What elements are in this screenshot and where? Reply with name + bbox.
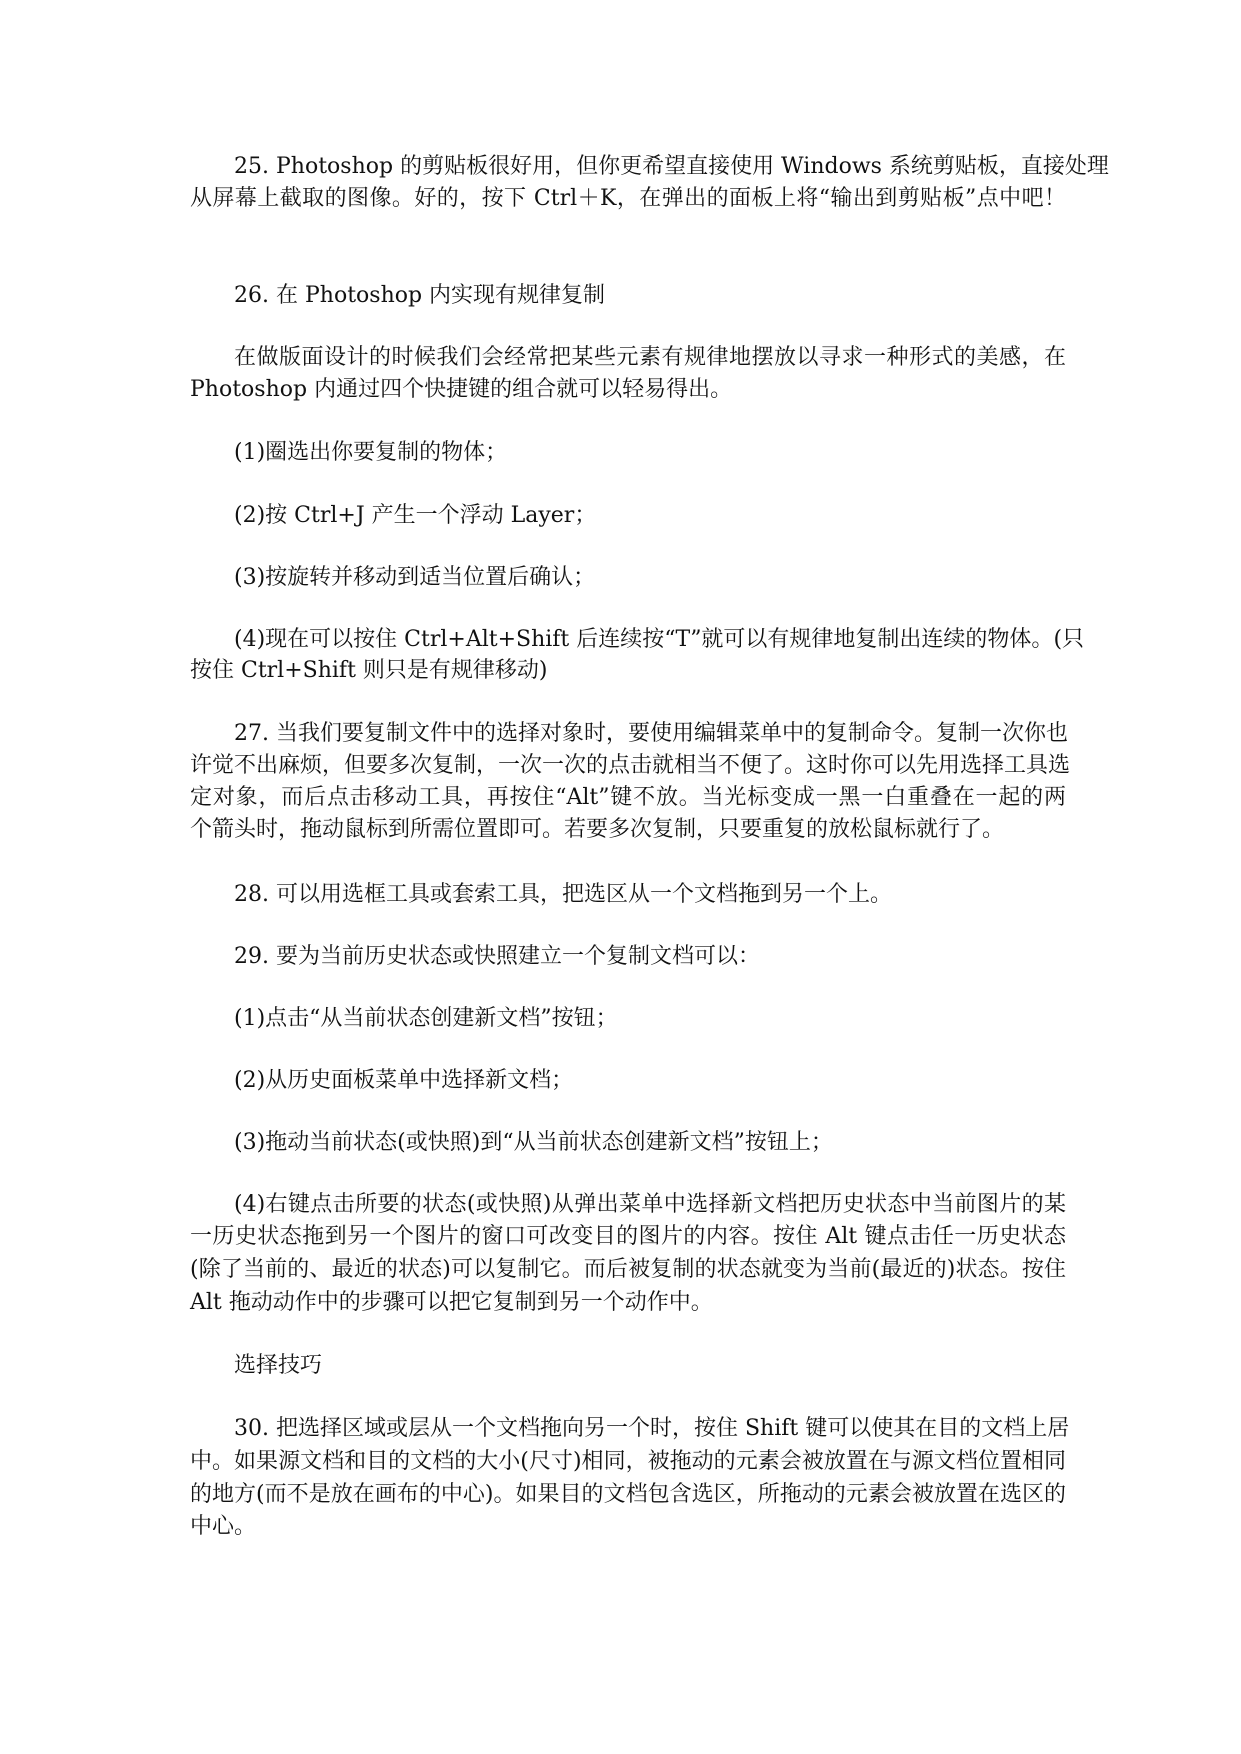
step-4-line-1: (4)现在可以按住 Ctrl+Alt+Shift 后连续按“T”就可以有规律地复制出连续的物体。(只 xyxy=(234,627,1085,652)
paragraph-29: 29. 要为当前历史状态或快照建立一个复制文档可以： xyxy=(234,944,760,969)
step-1: (1)圈选出你要复制的物体； xyxy=(234,440,508,465)
paragraph-27-line-3: 定对象，而后点击移动工具，再按住“Alt”键不放。当光标变成一黑一白重叠在一起的两 xyxy=(190,785,1066,810)
paragraph-27-line-1: 27. 当我们要复制文件中的选择对象时，要使用编辑菜单中的复制命令。复制一次你也 xyxy=(234,721,1068,746)
option-4-line-1: (4)右键点击所要的状态(或快照)从弹出菜单中选择新文档把历史状态中当前图片的某 xyxy=(234,1192,1066,1217)
option-2: (2)从历史面板菜单中选择新文档； xyxy=(234,1068,574,1093)
section-heading-selection-tips: 选择技巧 xyxy=(234,1353,323,1378)
step-3: (3)按旋转并移动到适当位置后确认； xyxy=(234,565,596,590)
paragraph-25-line-2: 从屏幕上截取的图像。好的，按下 Ctrl＋K，在弹出的面板上将“输出到剪贴板”点中吧！ xyxy=(190,186,1066,211)
paragraph-27-line-2: 许觉不出麻烦，但要多次复制，一次一次的点击就相当不便了。这时你可以先用选择工具选 xyxy=(190,753,1071,778)
option-3: (3)拖动当前状态(或快照)到“从当前状态创建新文档”按钮上； xyxy=(234,1130,833,1155)
option-4-line-4: Alt 拖动动作中的步骤可以把它复制到另一个动作中。 xyxy=(190,1290,713,1315)
paragraph-30-line-1: 30. 把选择区域或层从一个文档拖向另一个时，按住 Shift 键可以使其在目的文档上居 xyxy=(234,1416,1070,1441)
paragraph-intro-line-1: 在做版面设计的时候我们会经常把某些元素有规律地摆放以寻求一种形式的美感，在 xyxy=(234,345,1066,370)
paragraph-30-line-2: 中。如果源文档和目的文档的大小(尺寸)相同，被拖动的元素会被放置在与源文档位置相同 xyxy=(190,1449,1066,1474)
option-4-line-2: 一历史状态拖到另一个图片的窗口可改变目的图片的内容。按住 Alt 键点击任一历史状态 xyxy=(190,1224,1066,1249)
paragraph-28: 28. 可以用选框工具或套索工具，把选区从一个文档拖到另一个上。 xyxy=(234,882,892,907)
paragraph-27-line-4: 个箭头时，拖动鼠标到所需位置即可。若要多次复制，只要重复的放松鼠标就行了。 xyxy=(190,817,1005,842)
step-4-line-2: 按住 Ctrl+Shift 则只是有规律移动) xyxy=(190,658,548,683)
step-2: (2)按 Ctrl+J 产生一个浮动 Layer； xyxy=(234,503,597,528)
paragraph-intro-line-2: Photoshop 内通过四个快捷键的组合就可以轻易得出。 xyxy=(190,377,733,402)
heading-26: 26. 在 Photoshop 内实现有规律复制 xyxy=(234,283,606,308)
paragraph-30-line-4: 中心。 xyxy=(190,1514,257,1539)
option-1: (1)点击“从当前状态创建新文档”按钮； xyxy=(234,1006,618,1031)
option-4-line-3: (除了当前的、最近的状态)可以复制它。而后被复制的状态就变为当前(最近的)状态。按住 xyxy=(190,1257,1066,1282)
paragraph-25-line-1: 25. Photoshop 的剪贴板很好用，但你更希望直接使用 Windows 系统剪贴板，直接处理 xyxy=(234,154,1109,179)
paragraph-30-line-3: 的地方(而不是放在画布的中心)。如果目的文档包含选区，所拖动的元素会被放置在选区的 xyxy=(190,1482,1066,1507)
